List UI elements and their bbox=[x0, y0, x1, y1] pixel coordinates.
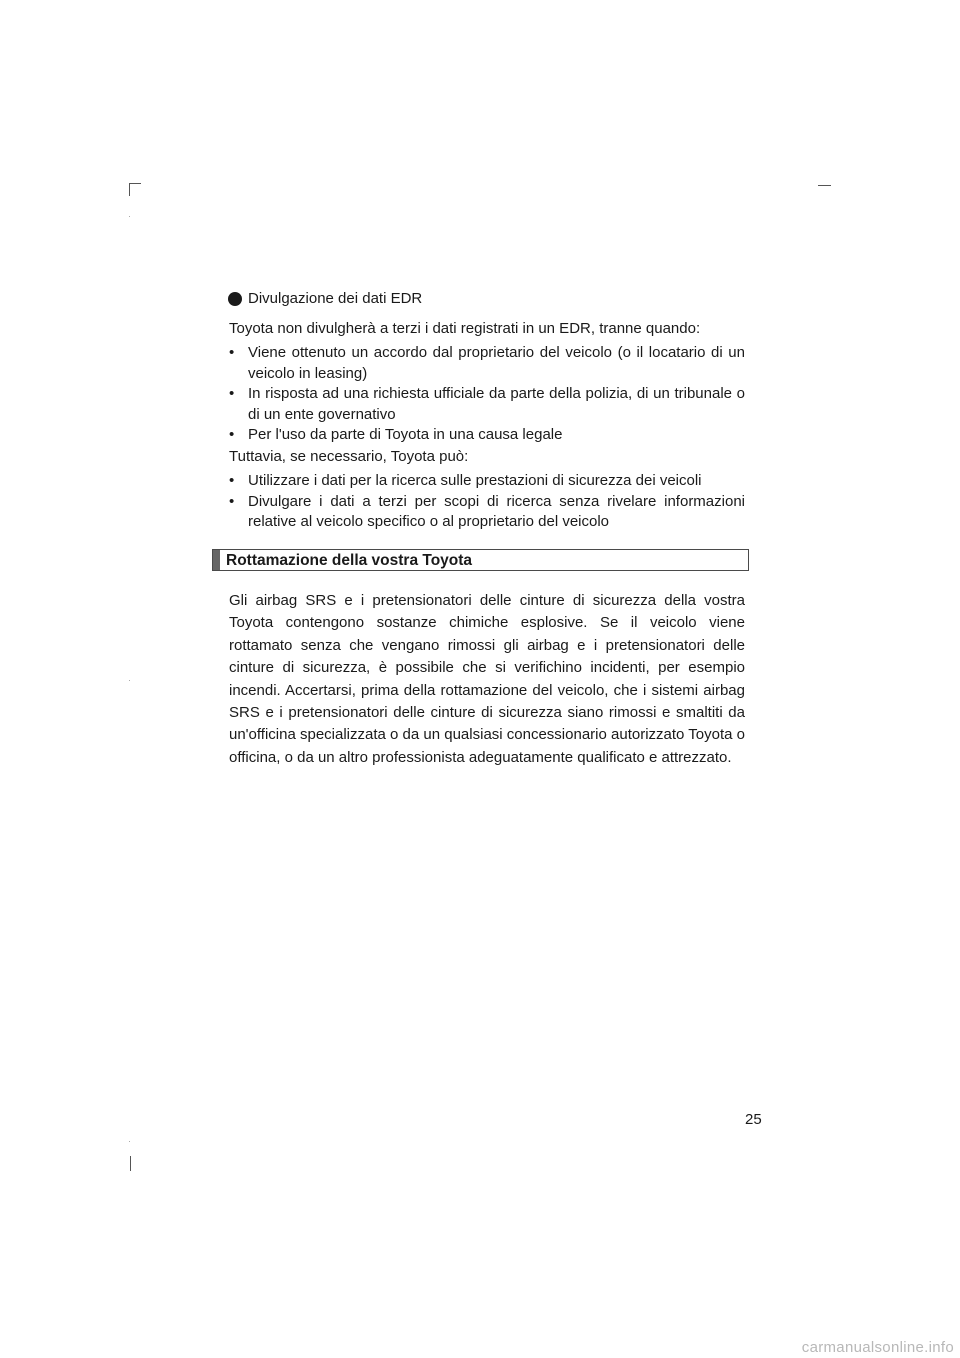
section-header-bar bbox=[213, 550, 220, 570]
page-number: 25 bbox=[745, 1111, 762, 1128]
filled-circle-icon bbox=[228, 292, 242, 306]
list-item: • Divulgare i dati a terzi per scopi di ricerca senza rivelare informazioni relative al veicolo specifico o al proprietario del veicolo bbox=[229, 492, 745, 530]
list-item: • In risposta ad una richiesta ufficiale da parte della polizia, di un tribunale o di un ente governativo bbox=[229, 385, 745, 423]
edr-subheading bbox=[229, 289, 745, 310]
list-item: • Viene ottenuto un accordo dal proprietario del veicolo (o il locatario di un veicolo in leasing) bbox=[229, 344, 745, 382]
bullet-icon: • bbox=[229, 492, 235, 510]
crop-mark-bottom-left bbox=[130, 1156, 131, 1171]
scrapping-body: Gli airbag SRS e i pretensionatori delle cinture di sicurezza della vostra Toyota contengono sostanze chimiche esplosive. Se il veicolo viene rottamato senza che vengano rimossi gli airbag e i pretensionatori delle cinture di sicurezza, è possibile che si verifichino incidenti, per esempio incendi. Accertarsi, prima della rottamazione del veicolo, che i sistemi airbag SRS e i pretensionatori delle cinture di sicurezza siano rimossi e smaltiti da un'officina specializzata o da un qualsiasi concessionario autorizzato Toyota o officina, o da un altro professionista adeguatamente qualificato e attrezzato. bbox=[229, 592, 745, 766]
edr-conditions-list bbox=[229, 343, 745, 446]
register-dot bbox=[129, 1141, 130, 1142]
watermark: carmanualsonline.info bbox=[801, 1339, 954, 1356]
scrapping-section-header bbox=[212, 549, 749, 571]
register-dot bbox=[129, 216, 130, 217]
bullet-icon: • bbox=[229, 344, 235, 361]
list-item: • Per l'uso da parte di Toyota in una causa legale bbox=[229, 425, 745, 446]
bullet-icon: • bbox=[229, 426, 235, 443]
edr-intro: Toyota non divulgherà a terzi i dati registrati in un EDR, tranne quando: bbox=[229, 319, 701, 337]
crop-mark-top-right bbox=[818, 185, 831, 186]
edr-subheading-text: Divulgazione dei dati EDR bbox=[248, 290, 423, 307]
crop-mark-top-left-vertical bbox=[129, 183, 130, 196]
bullet-icon: • bbox=[229, 385, 235, 402]
edr-allowed-list bbox=[229, 471, 745, 533]
list-item: • Utilizzare i dati per la ricerca sulle prestazioni di sicurezza dei veicoli bbox=[229, 471, 745, 492]
bullet-icon: • bbox=[229, 472, 235, 489]
register-dot bbox=[129, 680, 130, 681]
section-title: Rottamazione della vostra Toyota bbox=[226, 552, 473, 569]
crop-mark-top-left-horizontal bbox=[129, 183, 141, 184]
edr-disclosure-section bbox=[229, 289, 745, 533]
edr-however: Tuttavia, se necessario, Toyota può: bbox=[229, 447, 469, 465]
